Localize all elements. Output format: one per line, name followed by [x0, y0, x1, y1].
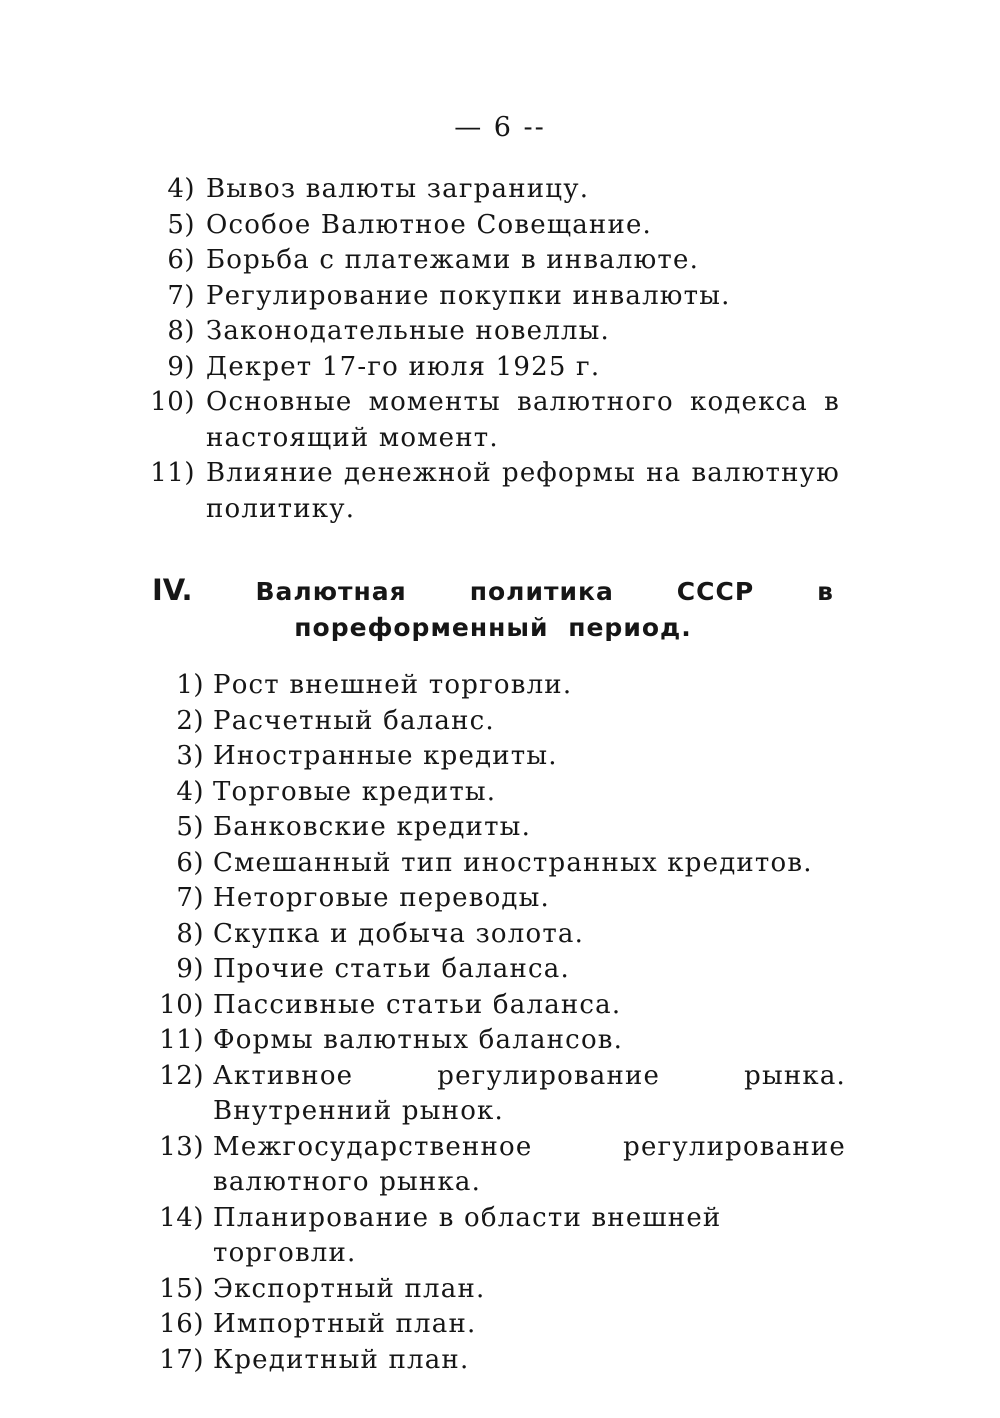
list-item: [0, 881, 846, 917]
list-item: [0, 704, 846, 740]
item-text: Влияние денежной реформы на валютную политику.: [206, 458, 840, 524]
item-number: 10): [159, 989, 204, 1020]
item-text: Рост внешней торговли.: [213, 670, 573, 700]
item-text: Декрет 17-го июля 1925 г.: [206, 351, 601, 382]
list-item: [0, 208, 840, 244]
item-number: 16): [159, 1309, 204, 1339]
list-item: [0, 279, 840, 315]
contents-list-section-iv: [0, 668, 846, 1378]
item-text: Торговые кредиты.: [213, 776, 497, 807]
list-item: [0, 810, 846, 846]
item-number: 5): [176, 812, 204, 842]
item-text: Расчетный баланс.: [213, 705, 495, 736]
item-number: 7): [176, 883, 204, 913]
item-number: 11): [150, 458, 195, 488]
list-item: [0, 456, 840, 527]
item-number: 6): [167, 245, 195, 275]
item-text: Регулирование покупки инвалюты.: [206, 280, 731, 311]
item-text: Вывоз валюты заграницу.: [206, 174, 590, 204]
item-number: 14): [159, 1202, 204, 1233]
list-item: [0, 1130, 846, 1201]
item-number: 8): [167, 316, 195, 346]
item-number: 9): [176, 954, 204, 984]
list-item: [0, 988, 846, 1024]
item-text: Законодательные новеллы.: [206, 316, 611, 346]
item-number: 10): [150, 387, 195, 417]
item-text: Неторговые переводы.: [213, 883, 551, 913]
item-number: 4): [167, 174, 195, 204]
list-item: [0, 243, 840, 279]
section-numeral: IV.: [152, 573, 193, 607]
list-item: [0, 739, 846, 775]
contents-list-section-iii: [0, 172, 840, 527]
item-number: 8): [176, 918, 204, 949]
list-item: [0, 385, 840, 456]
item-text: Пассивные статьи баланса.: [213, 989, 622, 1020]
item-number: 3): [176, 741, 204, 771]
item-number: 2): [176, 705, 204, 736]
item-text: Формы валютных балансов.: [213, 1025, 624, 1055]
list-item: [0, 1201, 846, 1272]
list-item: [0, 1307, 846, 1343]
item-text: Прочие статьи баланса.: [213, 954, 570, 984]
item-text: Особое Валютное Совещание.: [206, 209, 653, 240]
list-item: [0, 172, 840, 208]
item-text: Банковские кредиты.: [213, 812, 532, 842]
page-number: — 6 --: [454, 112, 546, 143]
item-text: Экспортный план.: [213, 1273, 486, 1304]
item-number: 4): [176, 776, 204, 807]
list-item: [0, 917, 846, 953]
item-text: Скупка и добыча золота.: [213, 918, 585, 949]
item-text: Планирование в области внешней торговли.: [213, 1202, 722, 1268]
list-item: [0, 1272, 846, 1308]
item-text: Межгосударственное регулирование валютного рынка.: [213, 1131, 846, 1197]
item-text: Борьба с платежами в инвалюте.: [206, 245, 700, 275]
list-item: [0, 846, 846, 882]
item-text: Смешанный тип иностранных кредитов.: [213, 847, 813, 878]
list-item: [0, 350, 840, 386]
list-item: [0, 1059, 846, 1130]
item-number: 15): [159, 1273, 204, 1304]
item-number: 1): [176, 670, 204, 700]
item-number: 5): [167, 209, 195, 240]
item-number: 7): [167, 280, 195, 311]
item-text: Основные моменты валютного кодекса в настоящий момент.: [206, 387, 840, 453]
item-text: Импортный план.: [213, 1309, 477, 1339]
item-number: 9): [167, 351, 195, 382]
list-item: [0, 314, 840, 350]
list-item: [0, 1343, 846, 1379]
item-text: Иностранные кредиты.: [213, 741, 558, 771]
list-item: [0, 952, 846, 988]
section-title: Валютная политика СССР в пореформенный период.: [255, 577, 834, 642]
item-number: 13): [159, 1131, 204, 1162]
list-item: [0, 668, 846, 704]
section-heading: [152, 572, 834, 646]
item-number: 17): [159, 1344, 204, 1375]
item-number: 12): [159, 1060, 204, 1091]
item-text: Кредитный план.: [213, 1344, 470, 1375]
item-text: Активное регулирование рынка. Внутренний рынок.: [213, 1060, 846, 1126]
item-number: 6): [176, 847, 204, 878]
list-item: [0, 1023, 846, 1059]
item-number: 11): [159, 1025, 204, 1055]
list-item: [0, 775, 846, 811]
